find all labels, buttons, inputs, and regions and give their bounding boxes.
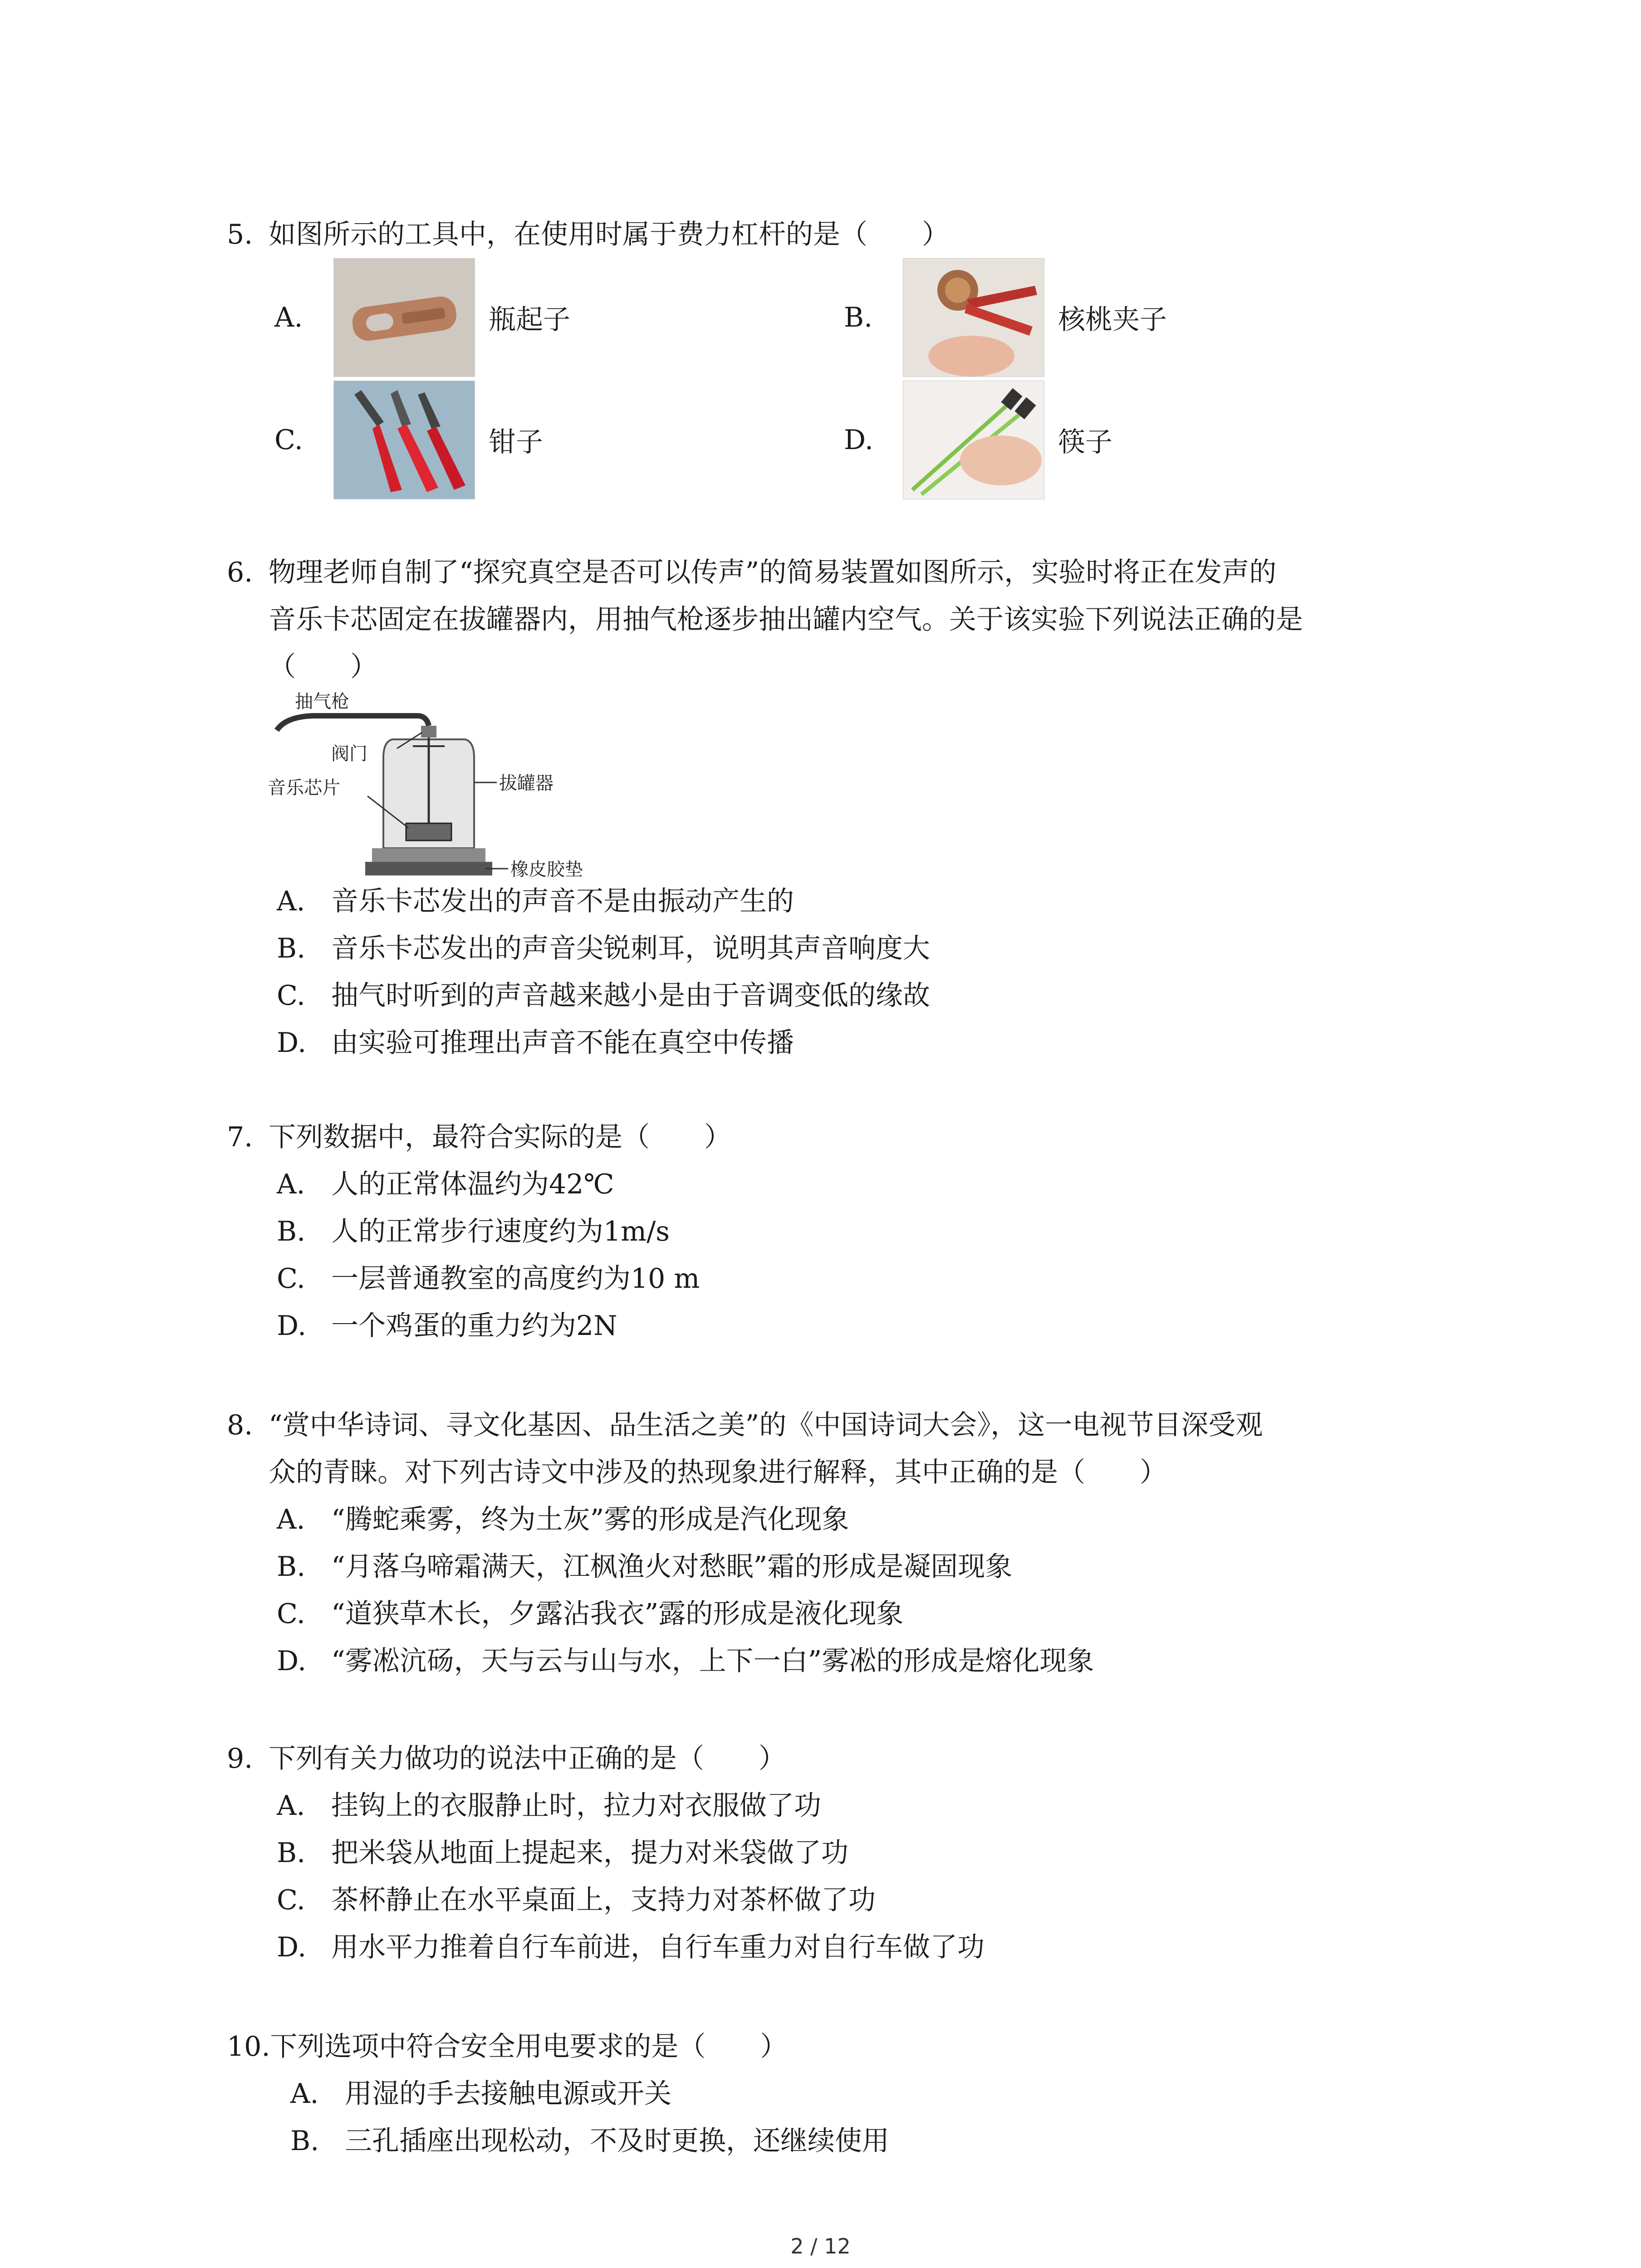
question-6-stem-line1: [227, 549, 1452, 596]
option-text: 一个鸡蛋的重力约为2N: [331, 1310, 617, 1342]
question-number: 6.: [227, 557, 253, 588]
label-pad: 橡皮胶垫: [510, 859, 583, 880]
option-text: 筷子: [1058, 426, 1112, 458]
option-d[interactable]: [227, 1637, 1452, 1685]
option-label: C.: [277, 1263, 305, 1295]
option-label: B.: [277, 1837, 306, 1869]
chopsticks-photo: [903, 381, 1044, 499]
question-8: [227, 1402, 1452, 1685]
option-label: A.: [290, 2078, 319, 2110]
pliers-photo: [333, 381, 475, 499]
option-text: 瓶起子: [489, 304, 570, 336]
question-7: [227, 1114, 1452, 1349]
option-b[interactable]: [227, 1208, 1452, 1255]
option-text: 挂钩上的衣服静止时，拉力对衣服做了功: [331, 1790, 821, 1822]
option-a[interactable]: [227, 1782, 1452, 1829]
option-label: A.: [277, 885, 305, 917]
question-5-stem: [227, 211, 1452, 258]
option-a[interactable]: [227, 1161, 1452, 1208]
option-label: C.: [277, 980, 305, 1012]
question-9: [227, 1735, 1452, 1971]
question-6: [227, 549, 1452, 690]
question-number: 5.: [227, 219, 253, 250]
question-text: 下列数据中，最符合实际的是（ ）: [269, 1121, 731, 1153]
question-text: 下列选项中符合安全用电要求的是（ ）: [270, 2031, 788, 2063]
question-number: 10.: [227, 2031, 270, 2063]
question-9-stem: [227, 1735, 1452, 1782]
option-text: “道狭草木长，夕露沾我衣”露的形成是液化现象: [331, 1598, 904, 1630]
nutcracker-photo: [903, 258, 1044, 377]
option-label: A.: [277, 1168, 305, 1200]
option-text: 一层普通教室的高度约为10 m: [331, 1263, 700, 1295]
option-c[interactable]: [227, 1255, 1452, 1302]
option-label: B.: [277, 1551, 306, 1583]
option-label: A.: [274, 302, 303, 333]
option-text: 由实验可推理出声音不能在真空中传播: [331, 1027, 794, 1059]
question-6-stem-line2: 音乐卡芯固定在拔罐器内，用抽气枪逐步抽出罐内空气。关于该实验下列说法正确的是: [269, 604, 1303, 635]
option-d[interactable]: [227, 1302, 1452, 1349]
option-label: D.: [844, 424, 874, 456]
question-text: “赏中华诗词、寻文化基因、品生活之美”的《中国诗词大会》，这一电视节目深受观: [269, 1409, 1263, 1441]
option-text: “腾蛇乘雾，终为土灰”雾的形成是汽化现象: [331, 1504, 849, 1535]
question-number: 9.: [227, 1743, 253, 1774]
question-text: 物理老师自制了“探究真空是否可以传声”的简易装置如图所示，实验时将正在发声的: [269, 557, 1277, 588]
option-b[interactable]: [227, 1829, 1452, 1877]
question-10-stem: [227, 2023, 1452, 2070]
question-text: 如图所示的工具中，在使用时属于费力杠杆的是（ ）: [269, 219, 949, 250]
question-text: 下列有关力做功的说法中正确的是（ ）: [269, 1743, 786, 1774]
label-chip: 音乐芯片: [268, 777, 340, 798]
option-label: D.: [277, 1027, 307, 1059]
option-d[interactable]: [227, 1019, 1452, 1066]
page-number: 2 / 12: [790, 2234, 851, 2258]
option-a[interactable]: [227, 2070, 1452, 2117]
option-text: “月落乌啼霜满天，江枫渔火对愁眠”霜的形成是凝固现象: [331, 1551, 1013, 1583]
option-text: 把米袋从地面上提起来，提力对米袋做了功: [331, 1837, 848, 1869]
option-label: C.: [277, 1884, 305, 1916]
question-10: [227, 2023, 1452, 2165]
label-valve: 阀门: [331, 743, 367, 764]
option-text: 三孔插座出现松动，不及时更换，还继续使用: [345, 2125, 889, 2157]
question-number: 8.: [227, 1409, 253, 1441]
option-label: B.: [844, 302, 873, 333]
option-text: 音乐卡芯发出的声音尖锐刺耳，说明其声音响度大: [331, 933, 930, 964]
option-a-bottle-opener[interactable]: [274, 259, 570, 376]
option-text: 钳子: [489, 426, 543, 458]
option-text: 人的正常步行速度约为1m/s: [331, 1216, 670, 1247]
label-gun: 抽气枪: [295, 691, 349, 712]
option-label: B.: [277, 1216, 306, 1247]
option-text: 核桃夹子: [1058, 304, 1167, 336]
question-7-stem: [227, 1114, 1452, 1161]
option-d[interactable]: [227, 1924, 1452, 1971]
option-a[interactable]: [227, 1496, 1452, 1543]
option-text: “雾凇沆砀，天与云与山与水，上下一白”雾凇的形成是熔化现象: [331, 1645, 1094, 1677]
option-b[interactable]: [227, 2117, 1452, 2165]
option-label: A.: [277, 1790, 305, 1822]
option-c-pliers[interactable]: [274, 381, 543, 499]
option-a[interactable]: [227, 878, 1452, 925]
question-6-options: [227, 878, 1452, 1066]
option-text: 用水平力推着自行车前进，自行车重力对自行车做了功: [331, 1931, 985, 1963]
option-b[interactable]: [227, 925, 1452, 972]
option-label: D.: [277, 1931, 307, 1963]
question-6-stem-line3: （ ）: [269, 651, 377, 683]
option-text: 音乐卡芯发出的声音不是由振动产生的: [331, 885, 794, 917]
option-label: C.: [274, 424, 303, 456]
bottle-opener-photo: [333, 258, 475, 377]
option-text: 人的正常体温约为42℃: [331, 1168, 614, 1200]
question-number: 7.: [227, 1121, 253, 1153]
option-b[interactable]: [227, 1543, 1452, 1590]
option-label: B.: [277, 933, 306, 964]
option-c[interactable]: [227, 1590, 1452, 1637]
option-text: 茶杯静止在水平桌面上，支持力对茶杯做了功: [331, 1884, 876, 1916]
option-d-chopsticks[interactable]: [844, 381, 1112, 499]
option-c[interactable]: [227, 1877, 1452, 1924]
option-label: D.: [277, 1645, 307, 1677]
option-label: B.: [290, 2125, 319, 2157]
question-8-stem-line2: 众的青睐。对下列古诗文中涉及的热现象进行解释，其中正确的是（ ）: [269, 1457, 1167, 1488]
label-cup: 拔罐器: [499, 773, 554, 794]
option-label: C.: [277, 1598, 305, 1630]
option-label: A.: [277, 1504, 305, 1535]
question-5: [227, 211, 1452, 258]
question-8-stem-line1: [227, 1402, 1452, 1449]
option-c[interactable]: [227, 972, 1452, 1019]
option-b-nutcracker[interactable]: [844, 259, 1167, 376]
vacuum-sound-apparatus-figure: [268, 689, 594, 880]
option-label: D.: [277, 1310, 307, 1342]
option-text: 用湿的手去接触电源或开关: [345, 2078, 671, 2110]
option-text: 抽气时听到的声音越来越小是由于音调变低的缘故: [331, 980, 930, 1012]
